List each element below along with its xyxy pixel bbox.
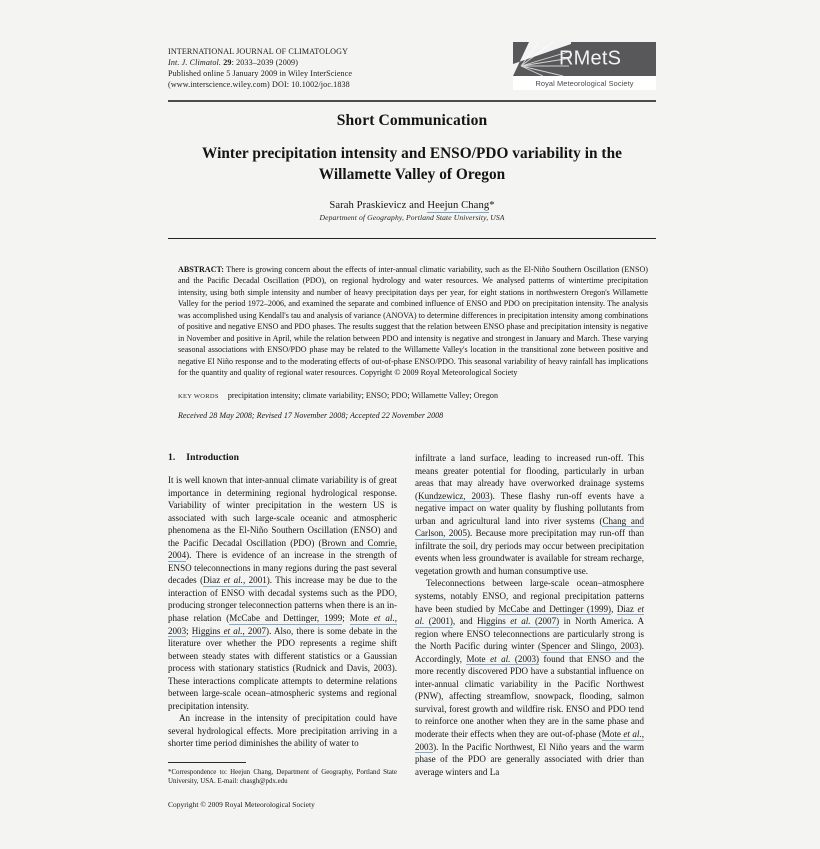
journal-volume: 29	[223, 58, 232, 68]
citation-link[interactable]: et al.	[623, 729, 642, 740]
citation-link[interactable]: Diaz	[616, 603, 638, 614]
citation-link[interactable]: et al.	[223, 575, 243, 586]
keywords-label: KEY WORDS	[178, 392, 219, 400]
body-text: ). Also, there is some debate in the literature over whether the PDO represents a regime shift between steady states with different statistics or a Gaussian process with stationary statistics (Rudnick and Davis, 2003). These interactions complicate attempts to determine relations between large-scale ocean–atmospheric systems and regional precipitation intensity.	[168, 625, 398, 711]
abstract-block	[178, 264, 648, 420]
citation-link[interactable]: , 2003	[168, 613, 397, 636]
body-text: ). Because more precipitation may run-off than infiltrate the soil, dry periods may occur between precipitation events when less groundwater is available for stream recharge, vegetation growth and human consumptive use.	[415, 528, 645, 576]
body-text: It is well known that inter-annual climate variability is of great importance in determining regional hydrological response. Variability of winter precipitation in the western US is associated with such large-scale oceanic and atmospheric phenomena as the El-Niño Southern Oscillation (ENSO) and the Pacific Decadal Oscillation (PDO) (	[168, 475, 397, 548]
right-column-paragraphs	[415, 452, 644, 778]
citation-link[interactable]: et al.	[415, 603, 644, 627]
citation-link[interactable]: McCabe and Dettinger (1999)	[498, 603, 612, 614]
citation-link[interactable]: Higgins	[191, 625, 224, 636]
citation-link[interactable]: Diaz	[203, 575, 224, 586]
body-text: , and	[452, 616, 478, 627]
rmets-logo	[513, 42, 656, 90]
journal-header	[168, 46, 656, 98]
citation-link[interactable]: et al.	[490, 653, 511, 664]
body-columns	[168, 452, 660, 782]
citation-link[interactable]: (2001)	[424, 616, 453, 627]
body-text: ). Accordingly,	[415, 641, 645, 664]
body-paragraph	[168, 474, 397, 712]
author-first: Sarah Praskievicz and	[329, 200, 428, 211]
keywords-row	[178, 391, 648, 400]
citation-link[interactable]: (2003)	[510, 653, 540, 664]
body-text: ). These flashy run-off events have a negative impact on water quality by flushing pollutants from urban and agricultural land into river systems (	[415, 490, 644, 526]
citation-link[interactable]: Mote	[601, 729, 624, 740]
abstract-body-text: There is growing concern about the effects of inter-annual climatic variability, such as the El-Niño Southern Oscillation (ENSO) and the Pacific Decadal Oscillation (PDO), on regional hydrology and water resources. We analysed patterns of wintertime precipitation intensity, using both simple intensity and number of heavy precipitation days per year, for eight stations in northwestern Oregon's Willamette Valley for the period 1972–2006, and examined the separate and combined influence of ENSO and PDO on precipitation intensity. The analysis was accomplished using Kendall's tau and analysis of variance (ANOVA) to determine differences in precipitation intensity among combinations of positive and negative ENSO and PDO phases. The results suggest that the relation between ENSO phase and precipitation intensity is negative in November and positive in April, while the relation between PDO and intensity is negative and strongest in January and March. These varying seasonal associations with ENSO/PDO phase may be related to the Willamette Valley's location in the transitional zone between positive and negative El Niño response and to the moderating effects of out-of-phase ENSO/PDO. This seasonal variability of heavy rainfall has implications for the quantity and quality of regional water resources. Copyright © 2009 Royal Meteorological Society	[178, 265, 648, 378]
rmets-logo-text: RMetS	[559, 47, 622, 70]
author-affiliation: Department of Geography, Portland State University, USA	[319, 213, 505, 222]
author-block	[168, 200, 656, 222]
author-link-heejun-chang[interactable]: Heejun Chang	[427, 200, 490, 211]
section-number: 1.	[168, 452, 176, 463]
body-text: ). This increase may be due to the interaction of ENSO with decadal systems such as the PDO, producing stronger teleconnection patterns when there is an in-phase relation (	[168, 575, 397, 624]
body-paragraph	[415, 577, 644, 778]
section-heading-introduction	[168, 452, 397, 463]
body-text: ,	[611, 603, 617, 614]
copyright-line: Copyright © 2009 Royal Meteorological Society	[168, 800, 315, 809]
body-text: ). In the Pacific Northwest, El Niño years and the warm phase of the PDO are generally associated with drier than average winters and La	[415, 741, 644, 777]
received-dates: Received 28 May 2008; Revised 17 November 2008; Accepted 22 November 2008	[178, 410, 444, 420]
correspondence-footnote: *Correspondence to: Heejun Chang, Department of Geography, Portland State University, USA. E-mail: chasgh@pdx.edu	[168, 769, 397, 786]
title-rule	[168, 238, 656, 239]
citation-link[interactable]: et al.	[373, 613, 395, 624]
body-text: in North America. A region where ENSO teleconnections are particularly strong is the North Pacific during winter (	[415, 616, 645, 652]
article-type-kicker: Short Communication	[336, 112, 488, 129]
citation-link[interactable]: Higgins	[477, 616, 511, 627]
body-text: ;	[186, 625, 192, 636]
journal-citation-rest: : 2033–2039 (2009)	[231, 58, 299, 68]
corresponding-asterisk: *	[489, 200, 495, 211]
citation-link[interactable]: Chang and Carlson, 2005	[415, 515, 644, 539]
citation-link[interactable]: Spencer and Slingo, 2003	[541, 641, 639, 652]
citation-link[interactable]: et al.	[510, 616, 531, 627]
abstract-label: ABSTRACT:	[178, 265, 224, 274]
citation-link[interactable]: (2007)	[530, 616, 560, 627]
citation-link[interactable]: Mote	[349, 613, 374, 624]
left-column-paragraphs	[168, 474, 397, 750]
body-text: ). There is evidence of an increase in the strength of ENSO teleconnections in many regions during the past several decades (	[168, 550, 397, 586]
citation-link[interactable]: , 2001	[242, 575, 267, 586]
page-title: Winter precipitation intensity and ENSO/PDO variability in the Willamette Valley of Oregon	[202, 145, 622, 183]
body-paragraph	[168, 712, 397, 750]
rmets-logo-subtitle: Royal Meteorological Society	[513, 76, 656, 90]
body-text: ;	[342, 613, 350, 624]
column-left	[168, 452, 397, 750]
citation-link[interactable]: McCabe and Dettinger, 1999	[229, 613, 343, 624]
body-paragraph	[415, 452, 644, 577]
body-text: found that ENSO and the more recently discovered PDO have a substantial influence on inter-annual climatic variability in the Pacific Northwest (PNW), affecting streamflow, snowpack, flooding, salmon survival, forest growth and wildfire risk. ENSO and PDO tend to reinforce one another when they are in the same phase and moderate their effects when they are out-of-phase (	[415, 653, 644, 740]
abstract-text	[178, 264, 648, 379]
section-title: Introduction	[186, 452, 239, 463]
body-text: An increase in the intensity of precipitation could have several hydrological effects. More precipitation arriving in a shorter time period diminishes the ability of water to	[168, 713, 397, 749]
citation-link[interactable]: Brown and Comrie, 2004	[168, 537, 397, 561]
author-names	[168, 200, 656, 211]
rmets-logo-box	[513, 42, 656, 76]
doi-line: (www.interscience.wiley.com) DOI: 10.1002/joc.1838	[168, 80, 350, 90]
footnote-rule	[168, 762, 246, 763]
citation-link[interactable]: , 2007	[242, 625, 267, 636]
citation-link[interactable]: Mote	[466, 653, 491, 664]
body-text: infiltrate a land surface, leading to increased run-off. This means greater potential for flooding, particularly in urban areas that may already have overworked drainage systems (	[415, 453, 644, 501]
body-text: Teleconnections between large-scale ocean–atmosphere systems, notably ENSO, and regional precipitation patterns have been studied by	[415, 578, 644, 614]
published-online-line: Published online 5 January 2009 in Wiley InterScience	[168, 69, 353, 79]
title-block	[168, 112, 656, 185]
journal-name: INTERNATIONAL JOURNAL OF CLIMATOLOGY	[168, 47, 349, 56]
journal-citation-italic: Int. J. Climatol.	[168, 58, 222, 68]
header-rule	[168, 100, 656, 102]
citation-link[interactable]: , 2003	[415, 729, 644, 752]
column-right	[415, 452, 644, 778]
citation-link[interactable]: et al.	[223, 625, 243, 636]
keywords-text: precipitation intensity; climate variability; ENSO; PDO; Willamette Valley; Oregon	[227, 390, 498, 400]
citation-link[interactable]: Kundzewicz, 2003	[418, 490, 490, 501]
